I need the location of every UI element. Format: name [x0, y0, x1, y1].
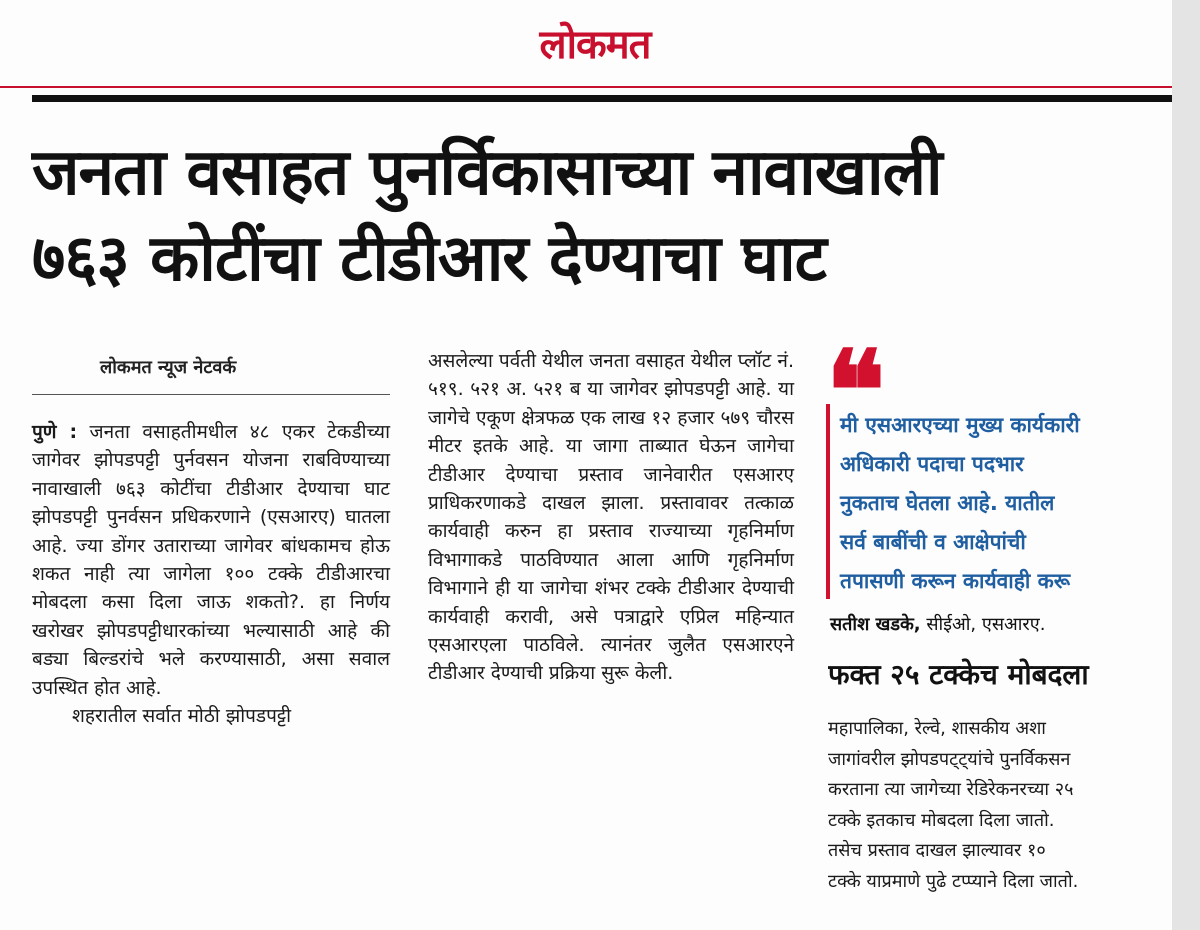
byline: लोकमत न्यूज नेटवर्क [100, 357, 237, 378]
quote-line: तपासणी करून कार्यवाही करू [840, 569, 1071, 593]
masthead [0, 0, 1172, 88]
article-column-2 [428, 347, 794, 688]
attribution-name: सतीश खडके, [830, 614, 921, 635]
headline [32, 130, 1162, 302]
column1-paragraph-1 [32, 418, 390, 702]
headline-line-1: जनता वसाहत पुनर्विकासाच्या नावाखाली [32, 136, 942, 210]
attribution-role: सीईओ, एसआरए. [920, 614, 1046, 635]
sidebar-line: तसेच प्रस्ताव दाखल झाल्यावर १० [828, 840, 1046, 861]
dateline: पुणे : [32, 421, 78, 443]
column1-paragraph-2: शहरातील सर्वात मोठी झोपडपट्टी [72, 705, 292, 728]
sidebar-line: टक्के याप्रमाणे पुढे टप्प्याने दिला जातो. [828, 870, 1079, 892]
byline-rule [32, 394, 390, 395]
sidebar-text [828, 714, 1172, 914]
quote-line: नुकताच घेतला आहे. यातील [840, 491, 1055, 515]
page-edge-strip [1172, 0, 1200, 930]
headline-top-rule [32, 95, 1172, 102]
quote-line: अधिकारी पदाचा पदभार [840, 452, 1024, 476]
sidebar-line: महापालिका, रेल्वे, शासकीय अशा [828, 718, 1046, 739]
pull-quote [826, 404, 1176, 599]
article-column-1 [32, 418, 390, 730]
sidebar-subheading: फक्त २५ टक्केच मोबदला [828, 658, 1089, 691]
masthead-red-rule [0, 86, 1172, 88]
sidebar-line: जागांवरील झोपडपट्ट्यांचे पुनर्विकसन [828, 748, 1071, 770]
quote-attribution [830, 612, 1045, 636]
quote-mark-icon: ❝ [826, 326, 886, 455]
column2-paragraph: असलेल्या पर्वती येथील जनता वसाहत येथील प्लॉट नं. ५१९. ५२१ अ. ५२१ ब या जागेवर झोपडपट्टी आहे. या जागेचे एकूण क्षेत्रफळ एक लाख १२ हजार ५७९ चौरस मीटर इतके आहे. या जागा ताब्यात घेऊन जागेचा टीडीआर देण्याचा प्रस्ताव जानेवारीत एसआरए प्राधिकरणाकडे दाखल झाला. प्रस्तावावर तत्काळ कार्यवाही करुन हा प्रस्ताव राज्याच्या गृहनिर्माण विभागाकडे पाठविण्यात आला आणि गृहनिर्माण विभागाने ही या जागेचा शंभर टक्के टीडीआर देण्याची कार्यवाही करावी, असे पत्राद्वारे एप्रिल महिन्यात एसआरएला पाठविले. त्यानंतर जुलैत एसआरएने टीडीआर देण्याची प्रक्रिया सुरू केली. [428, 350, 794, 685]
quote-line: सर्व बाबींची व आक्षेपांची [840, 530, 1026, 554]
sidebar-line: टक्के इतकाच मोबदला दिला जातो. [828, 809, 1055, 831]
headline-line-2: ७६३ कोटींचा टीडीआर देण्याचा घाट [32, 222, 826, 296]
sidebar-line: करताना त्या जागेच्या रेडिरेकनरच्या २५ [828, 779, 1074, 800]
newspaper-logo: लोकमत [539, 22, 651, 68]
quote-line: मी एसआरएच्या मुख्य कार्यकारी [840, 413, 1080, 437]
pull-quote-text [830, 404, 1176, 599]
column1-para1-text: जनता वसाहतीमधील ४८ एकर टेकडीच्या जागेवर झोपडपट्टी पुर्नवसन योजना राबविण्याच्या नावाखाली ७६३ कोटींचा टीडीआर देण्याचा घाट झोपडपट्टी पुनर्वसन प्रधिकरणाने (एसआरए) घातला आहे. ज्या डोंगर उताराच्या जागेवर बांधकामच होऊ शकत नाही त्या जागेला १०० टक्के टीडीआरचा मोबदला कसा दिला जाऊ शकतो?. हा निर्णय खरोखर झोपडपट्टीधारकांच्या भल्यासाठी आहे की बड्या बिल्डरांचे भले करण्यासाठी, असा सवाल उपस्थित होत आहे. [32, 421, 390, 699]
